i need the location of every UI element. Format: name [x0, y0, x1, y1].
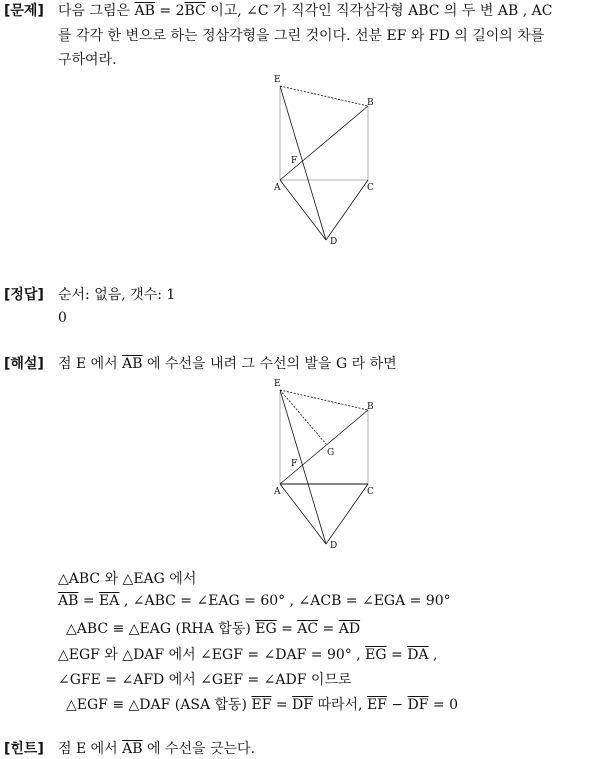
hint-text: [58, 738, 255, 758]
segment-df: $\overline{DF}$: [292, 697, 313, 713]
point-label-f: F: [291, 459, 298, 469]
segment-cd: [326, 484, 368, 544]
problem-line-3: 구하여라.: [58, 52, 117, 68]
solution-intro: [58, 353, 397, 373]
text: △EGF ≡ △DAF (ASA 합동): [66, 697, 252, 713]
text: 이고, ∠C 가 직각인 직각삼각형 ABC 의 두 변 AB , AC: [205, 3, 553, 19]
segment-ef: $\overline{EF}$: [366, 697, 387, 713]
point-label-a: A: [274, 183, 281, 193]
text: 따라서,: [313, 697, 367, 713]
hint-label: [힌트]: [4, 741, 44, 757]
segment-ed: [280, 86, 326, 240]
segment-eg: $\overline{EG}$: [255, 621, 277, 637]
segment-eb: [280, 390, 368, 410]
segment-eb: [280, 86, 368, 106]
text: 다음 그림은: [58, 3, 135, 19]
text: , ∠ABC = ∠EAG = 60° , ∠ACB = ∠EGA = 90°: [119, 593, 451, 609]
point-label-e: E: [274, 379, 281, 389]
solution-step-6: [66, 694, 458, 714]
segment-ea: $\overline{EA}$: [99, 593, 120, 609]
text: = 0: [428, 697, 459, 713]
solution-step-4: [58, 644, 437, 664]
segment-ab: [280, 410, 368, 484]
point-label-d: D: [330, 237, 338, 247]
solution-label: [해설]: [4, 356, 44, 372]
point-label-d: D: [330, 541, 338, 551]
problem-line-2: 를 각각 한 변으로 하는 정삼각형을 그린 것이다. 선분 EF 와 FD 의 길이의 차를: [58, 28, 545, 44]
answer-label: [정답]: [4, 287, 44, 303]
segment-ab: $\overline{AB}$: [122, 741, 143, 757]
point-label-b: B: [367, 402, 374, 412]
segment-ab: $\overline{AB}$: [134, 3, 155, 19]
text: △EGF 와 △DAF 에서 ∠EGF = ∠DAF = 90° ,: [58, 647, 366, 663]
solution-step-2: [58, 593, 451, 609]
point-label-b: B: [367, 98, 374, 108]
segment-eg: [280, 390, 326, 444]
solution-step-5: ∠GFE = ∠AFD 에서 ∠GEF = ∠ADF 이므로: [58, 672, 352, 688]
segment-ab: [280, 106, 368, 180]
text: −: [386, 697, 408, 713]
segment-df: $\overline{DF}$: [407, 697, 429, 713]
text: =: [276, 621, 298, 637]
segment-ad: [280, 484, 326, 544]
text: =: [386, 647, 408, 663]
segment-ab: $\overline{AB}$: [122, 356, 143, 372]
solution-step-1: △ABC 와 △EAG 에서: [58, 571, 197, 587]
text: = 2: [154, 3, 185, 19]
figure-1: [268, 68, 388, 248]
point-label-f: F: [291, 156, 298, 166]
text: 점 E 에서: [58, 741, 123, 757]
segment-ad: $\overline{AD}$: [338, 621, 361, 637]
text: =: [271, 697, 293, 713]
point-label-c: C: [367, 183, 374, 193]
problem-label: [문제]: [4, 3, 44, 19]
point-label-a: A: [274, 487, 281, 497]
point-label-e: E: [274, 75, 281, 85]
text: 에 수선을 긋는다.: [142, 741, 256, 757]
answer-value: 0: [58, 310, 67, 326]
text: =: [318, 621, 339, 637]
text: ,: [428, 647, 438, 663]
segment-da: $\overline{DA}$: [407, 647, 429, 663]
solution-step-3: [66, 618, 360, 638]
segment-ac: $\overline{AC}$: [297, 621, 319, 637]
segment-cd: [326, 180, 368, 240]
segment-bc: $\overline{BC}$: [184, 3, 206, 19]
segment-ab: $\overline{AB}$: [58, 593, 79, 609]
text: =: [78, 593, 100, 609]
segment-ed: [280, 390, 326, 544]
segment-ef: $\overline{EF}$: [251, 697, 272, 713]
segment-ad: [280, 180, 326, 240]
problem-line-1: [58, 0, 552, 20]
figure-2: [268, 372, 388, 552]
text: 에 수선을 내려 그 수선의 발을 G 라 하면: [142, 356, 397, 372]
segment-eg: $\overline{EG}$: [365, 647, 387, 663]
point-label-c: C: [367, 487, 374, 497]
text: 점 E 에서: [58, 356, 123, 372]
text: △ABC ≡ △EAG (RHA 합동): [66, 621, 256, 637]
answer-meta: 순서: 없음, 갯수: 1: [58, 287, 176, 303]
point-label-g: G: [327, 448, 335, 458]
